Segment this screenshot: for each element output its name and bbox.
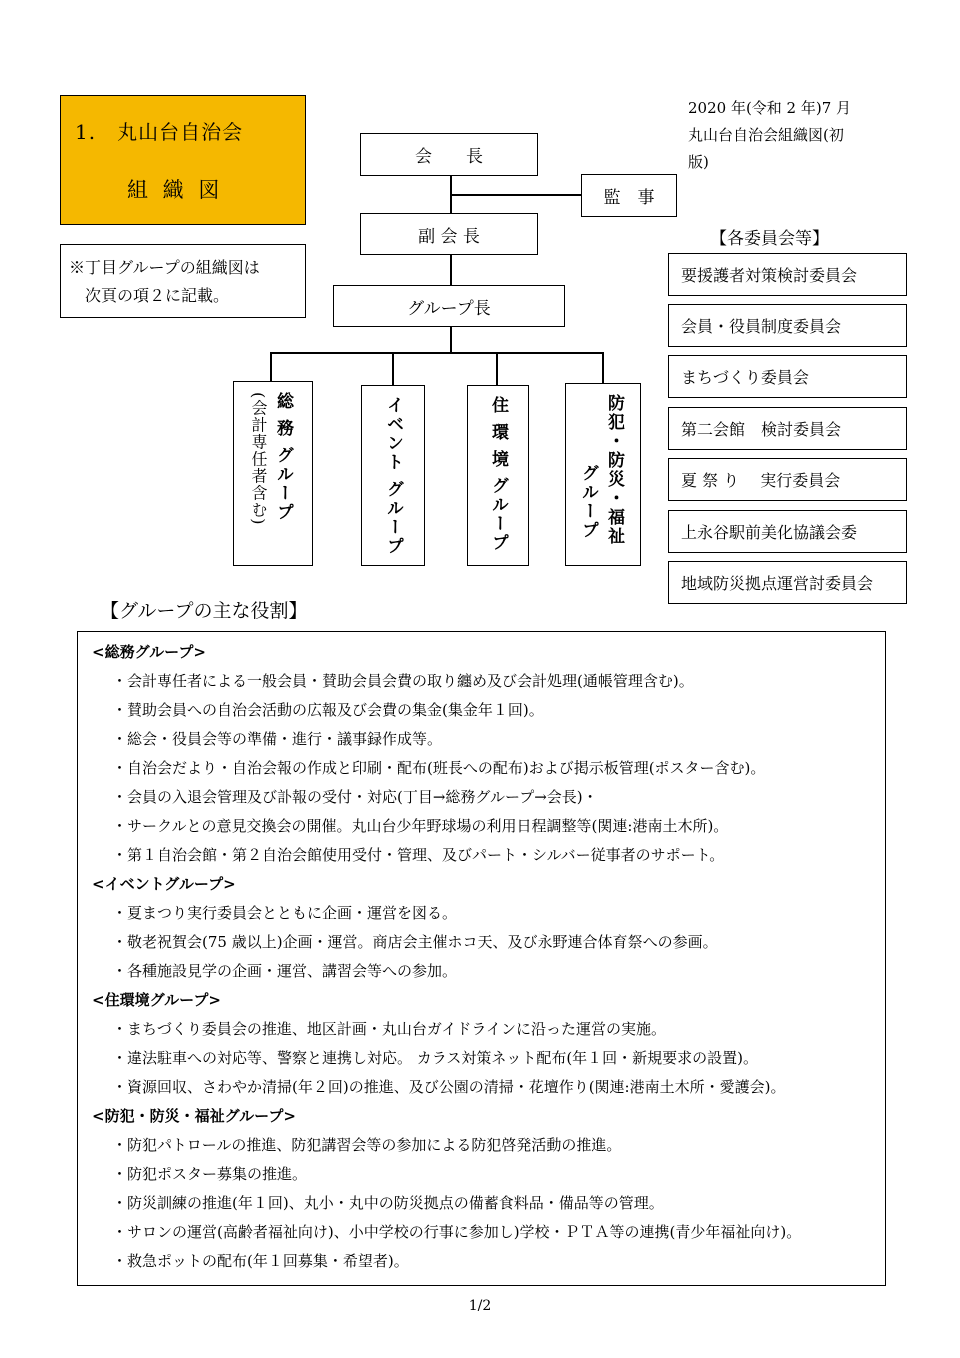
committee-item xyxy=(668,458,907,501)
group-label-safety-welfare: 防犯・防災・福祉 xyxy=(604,394,624,546)
committee-label: 地域防災拠点運営討委員会 xyxy=(681,574,874,593)
committee-label: 夏 祭 り 実行委員会 xyxy=(681,471,841,490)
roles-box xyxy=(77,631,886,1286)
doc-subtitle: 組 織 図 xyxy=(127,178,224,202)
roles-title: 【グループの主な役割】 xyxy=(100,600,308,622)
note-line-2: 次頁の項２に記載。 xyxy=(85,286,230,305)
doc-name: 丸山台自治会組織図(初版) xyxy=(688,126,844,171)
committee-item xyxy=(668,561,907,604)
connector-auditor xyxy=(450,194,581,196)
committee-item xyxy=(668,407,907,450)
date-text: 2020 年(令和 2 年)7 月 xyxy=(688,99,852,117)
committee-label: 会員・役員制度委員会 xyxy=(681,317,842,336)
list-item: ・会員の入退会管理及び訃報の受付・対応(丁目→総務グループ→会長)・ xyxy=(112,788,598,806)
group-leader-label: グループ長 xyxy=(407,298,491,319)
list-item: ・救急ポットの配布(年１回募集・希望者)。 xyxy=(112,1252,409,1270)
list-item: ・資源回収、さわやか清掃(年２回)の推進、及び公園の清掃・花壇作り(関連:港南土木所・愛護会)。 xyxy=(112,1078,786,1096)
list-item: ・防犯パトロールの推進、防犯講習会等の参加による防犯啓発活動の推進。 xyxy=(112,1136,622,1154)
doc-title: 1. 丸山台自治会 xyxy=(75,120,244,144)
connector-group-2 xyxy=(392,352,394,386)
section-heading: <住環境グループ> xyxy=(92,991,221,1009)
group-leader-box xyxy=(333,285,565,327)
section-heading: <総務グループ> xyxy=(92,643,206,661)
list-item: ・違法駐車への対応等、警察と連携し対応。 カラス対策ネット配布(年１回・新規要求の設置)。 xyxy=(112,1049,759,1067)
list-item: ・サークルとの意見交換会の開催。丸山台少年野球場の利用日程調整等(関連:港南土木所)。 xyxy=(112,817,729,835)
group-label-general-affairs: 総 務 グループ xyxy=(273,392,293,522)
note-line-1: ※丁目グループの組織図は xyxy=(69,258,260,277)
group-box-safety-welfare xyxy=(565,383,641,566)
vice-president-label: 副 会 長 xyxy=(418,226,480,247)
list-item: ・まちづくり委員会の推進、地区計画・丸山台ガイドラインに沿った運営の実施。 xyxy=(112,1020,666,1038)
group-box-general-affairs xyxy=(233,381,313,566)
committee-item xyxy=(668,304,907,347)
group-box-living-environment xyxy=(467,385,529,566)
president-label: 会 長 xyxy=(415,147,483,167)
list-item: ・総会・役員会等の準備・進行・議事録作成等。 xyxy=(112,730,443,748)
committee-label: 要援護者対策検討委員会 xyxy=(681,266,858,285)
committee-item xyxy=(668,355,907,398)
connector-groups-bar xyxy=(270,352,604,354)
list-item: ・各種施設見学の企画・運営、講習会等への参加。 xyxy=(112,962,458,980)
list-item: ・夏まつり実行委員会とともに企画・運営を図る。 xyxy=(112,904,458,922)
date-block xyxy=(688,95,860,176)
committees-title: 【各委員会等】 xyxy=(710,229,829,249)
connector-group-4 xyxy=(602,352,604,384)
title-box xyxy=(60,95,306,225)
group-sublabel-general-affairs: (会計専任者含む) xyxy=(249,392,268,526)
vice-president-box xyxy=(360,213,538,255)
auditor-box xyxy=(581,174,677,217)
committee-item xyxy=(668,253,907,296)
section-heading: <イベントグループ> xyxy=(92,875,236,893)
auditor-label: 監 事 xyxy=(603,188,655,208)
committee-label: 上永谷駅前美化協議会委 xyxy=(681,523,858,542)
president-box xyxy=(360,133,538,176)
group-label-living-environment: 住 環 境 グループ xyxy=(488,396,508,553)
connector-group-3 xyxy=(496,352,498,386)
committee-label: 第二会館 検討委員会 xyxy=(681,420,842,439)
committee-label: まちづくり委員会 xyxy=(681,368,809,387)
list-item: ・賛助会員への自治会活動の広報及び会費の集金(集金年１回)。 xyxy=(112,701,544,719)
group-box-event xyxy=(361,385,425,566)
list-item: ・敬老祝賀会(75 歳以上)企画・運営。商店会主催ホコ天、及び永野連合体育祭への参画。 xyxy=(112,933,718,951)
group-label-event: イベント グループ xyxy=(383,396,403,556)
connector-group-1 xyxy=(270,352,272,382)
connector-vice-leader xyxy=(450,254,452,286)
page-number: 1/2 xyxy=(468,1298,492,1314)
list-item: ・サロンの運営(高齢者福祉向け)、小中学校の行事に参加し)学校・ＰＴＡ等の連携(青少年福祉向け)。 xyxy=(112,1223,802,1241)
list-item: ・防災訓練の推進(年１回)、丸小・丸中の防災拠点の備蓄食料品・備品等の管理。 xyxy=(112,1194,664,1212)
list-item: ・第１自治会館・第２自治会館使用受付・管理、及びパート・シルバー従事者のサポート。 xyxy=(112,846,725,864)
list-item: ・防犯ポスター募集の推進。 xyxy=(112,1165,308,1183)
list-item: ・会計専任者による一般会員・賛助会員会費の取り纏め及び会計処理(通帳管理含む)。 xyxy=(112,672,694,690)
note-box xyxy=(60,244,306,318)
list-item: ・自治会だより・自治会報の作成と印刷・配布(班長への配布)および掲示板管理(ポスター含む)。 xyxy=(112,759,766,777)
committee-item xyxy=(668,510,907,553)
group-sublabel-safety-welfare: グループ xyxy=(578,464,598,540)
section-heading: <防犯・防災・福祉グループ> xyxy=(92,1107,296,1125)
connector-leader-groups xyxy=(450,326,452,354)
